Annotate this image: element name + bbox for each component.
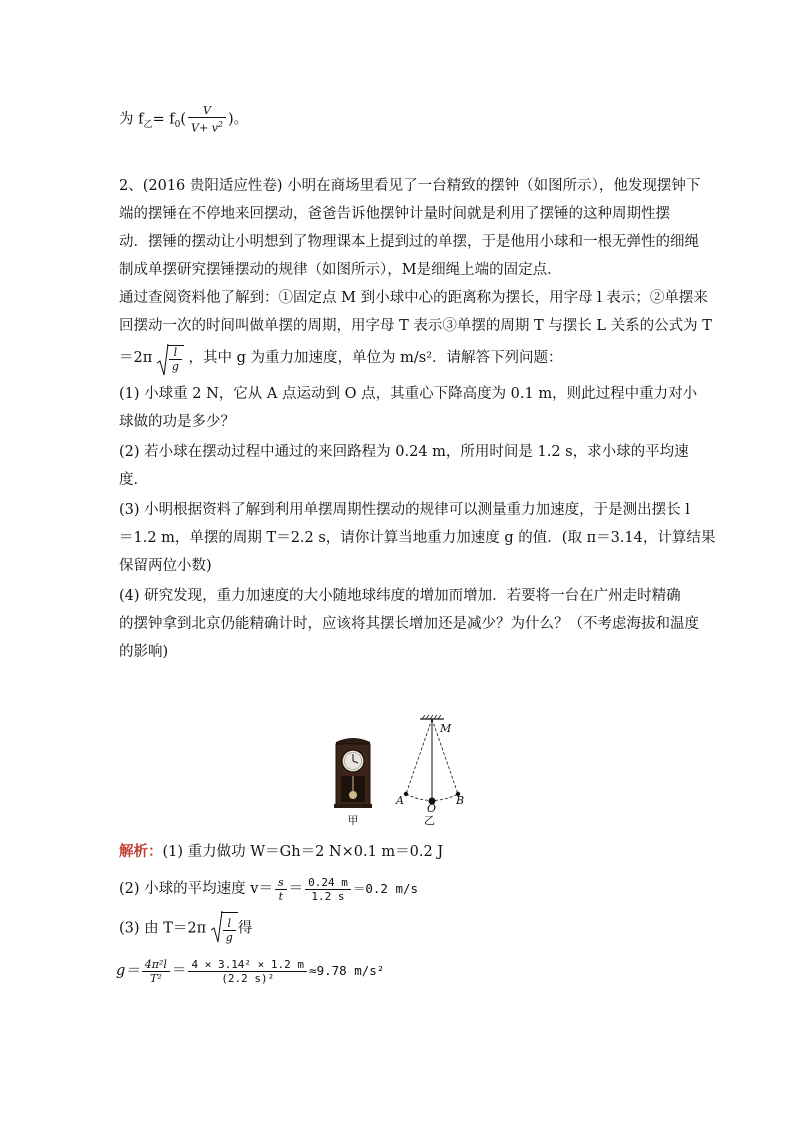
sqrt-sign — [157, 343, 169, 377]
formula-fraction — [188, 104, 226, 135]
fraction-denominator-exp: 2 — [217, 120, 224, 129]
question-line: 度． — [119, 472, 148, 488]
solution-line-2: (2) 小球的平均速度 v＝ $\frac{s}{t}$ ＝ $\frac{0.24 m}{1.2 s}$ ＝0.2 m/s — [119, 875, 419, 903]
solution-step-4-prefix: g＝ — [116, 963, 140, 979]
problem-line: 回摆动一次的时间叫做单摆的周期，用字母 T 表示③单摆的周期 T 与摆长 L 关系的公式为 T — [119, 318, 712, 334]
fraction-numerator: l — [223, 917, 236, 931]
point-label-O: O — [427, 802, 437, 815]
solution-line-3 — [119, 910, 252, 947]
formula-eq: = f — [152, 111, 175, 128]
fraction-denominator: t — [278, 889, 283, 903]
problem-line: 动．摆锤的摆动让小明想到了物理课本上提到过的单摆，于是他用小球和一根无弹性的细绳 — [119, 234, 699, 250]
fraction-denominator: T² — [150, 971, 162, 985]
solution-step-3-prefix: (3) 由 T＝2π — [119, 920, 207, 937]
sqrt-expression — [211, 910, 238, 947]
question-line: 保留两位小数) — [119, 558, 212, 574]
formula-sub: 乙 — [143, 120, 153, 131]
point-label-M: M — [440, 722, 452, 735]
problem-line: 通过查阅资料他了解到：①固定点 M 到小球中心的距离称为摆长，用字母 l 表示；②单摆来 — [119, 290, 708, 306]
fraction-denominator: g — [171, 360, 179, 373]
question-line: 球做的功是多少？ — [119, 414, 235, 430]
sqrt-sign — [211, 910, 223, 944]
fraction-numerator: 4π²l — [142, 958, 170, 972]
sqrt-expression — [157, 343, 184, 373]
problem-line: 端的摆锤在不停地来回摆动，爸爸告诉他摆钟计量时间就是利用了摆锤的这种周期性摆 — [119, 206, 670, 222]
question-line: (3) 小明根据资料了解到利用单摆周期性摆动的规律可以测量重力加速度，于是测出摆长 l — [119, 502, 690, 518]
pendulum-diagram — [392, 714, 472, 826]
pendulum-clock-icon — [330, 734, 376, 824]
question-line: (1) 小球重 2 N，它从 A 点运动到 O 点，其重心下降高度为 0.1 m，则此过程中重力对小 — [119, 386, 698, 402]
solution-line-1 — [119, 842, 443, 862]
question-line: 的影响) — [119, 644, 169, 660]
pendulum-clock-figure — [330, 734, 376, 827]
point-label-B: B — [456, 794, 465, 807]
top-formula — [119, 104, 248, 135]
solution-label: 解析： — [119, 843, 163, 860]
solution-step-1: (1) 重力做功 W＝Gh＝2 N×0.1 m＝0.2 J — [162, 844, 444, 860]
formula-paren: )。 — [228, 111, 249, 128]
fraction-denominator-text: V+ v — [191, 121, 218, 135]
question-line: (4) 研究发现，重力加速度的大小随地球纬度的增加而增加．若要将一台在广州走时精确 — [119, 588, 681, 604]
fraction-numerator: l — [169, 346, 182, 360]
solution-step-2-prefix: (2) 小球的平均速度 v＝ — [119, 881, 273, 897]
problem-formula-line — [119, 343, 563, 373]
question-line: ＝1.2 m，单摆的周期 T＝2.2 s，请你计算当地重力加速度 g 的值．(取 π＝3.14，计算结果 — [119, 530, 716, 546]
fraction-numerator: 0.24 m — [305, 876, 351, 890]
fraction-denominator — [188, 118, 226, 135]
fraction-numerator: s — [275, 876, 287, 890]
fraction-denominator: g — [225, 930, 233, 944]
solution-step-2-result: ＝0.2 m/s — [352, 881, 419, 896]
fraction-denominator: 1.2 s — [311, 889, 345, 903]
figure-label-pendulum: 乙 — [424, 814, 435, 827]
formula-prefix: 为 f — [119, 111, 144, 128]
fraction-numerator: 4 × 3.14² × 1.2 m — [188, 958, 307, 972]
point-label-A: A — [396, 794, 404, 807]
formula-paren: ( — [180, 111, 187, 128]
formula-prefix: ＝2π — [119, 350, 153, 366]
question-line: 的摆钟拿到北京仍能精确计时，应该将其摆长增加还是减少？为什么？（不考虑海拔和温度 — [119, 616, 699, 632]
problem-line: 2、(2016 贵阳适应性卷) 小明在商场里看见了一台精致的摆钟（如图所示），他发现摆钟下 — [119, 178, 701, 194]
formula-sub: 0 — [174, 120, 181, 131]
fraction-numerator: V — [188, 104, 226, 118]
solution-step-4-result: ≈9.78 m/s² — [309, 963, 385, 978]
solution-step-3-suffix: 得 — [237, 920, 253, 937]
formula-suffix: ，其中 g 为重力加速度，单位为 m/s²．请解答下列问题： — [188, 350, 563, 366]
fraction-denominator: (2.2 s)² — [221, 971, 275, 985]
solution-line-4: g＝ $\frac{\text{4π²l}}{\text{T²}}$ ＝ $\frac{\text{4 × 3.14² × 1.2 m}}{\text{(2.2 s)²}}$ ≈9.78 m/s² — [116, 957, 385, 985]
figure-label-clock: 甲 — [347, 814, 359, 827]
problem-line: 制成单摆研究摆锤摆动的规律（如图所示），M是细绳上端的固定点． — [119, 262, 562, 278]
question-line: (2) 若小球在摆动过程中通过的来回路程为 0.24 m，所用时间是 1.2 s，求小球的平均速 — [119, 444, 689, 460]
